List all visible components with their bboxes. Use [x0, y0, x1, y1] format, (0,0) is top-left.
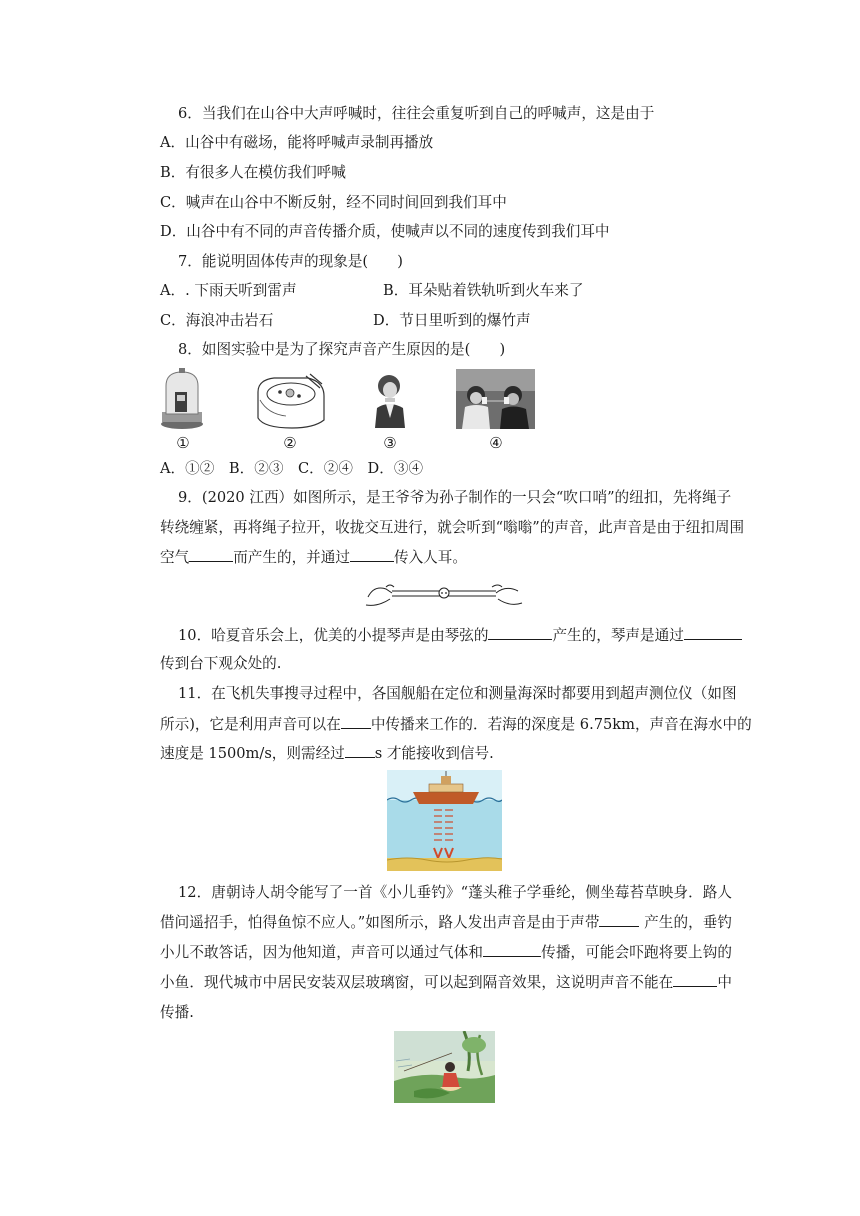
- q11-line3-a: 速度是 1500m/s，则需经过: [160, 745, 345, 762]
- q8-options: A．①② B．②③ C．②④ D．③④: [160, 460, 424, 477]
- q6-option-a: A．山谷中有磁场，能将呼喊声录制再播放: [160, 134, 434, 151]
- q12-paragraph: [160, 878, 732, 1028]
- q12-line4-b: 中传: [160, 974, 732, 1021]
- q12-line5: 播.: [174, 1004, 194, 1021]
- q12-line3-a: 钓小儿不敢答话，因为他知道，声音可以通过气体和: [160, 914, 732, 961]
- q6-option-c: C．喊声在山谷中不断反射，经不同时间回到我们耳中: [160, 194, 507, 211]
- bell-jar-figure: [157, 368, 207, 430]
- q11-line2-a: 所示)，它是利用声音可以在: [160, 716, 341, 733]
- q7-option-b: B．耳朵贴着铁轨听到火车来了: [383, 282, 584, 299]
- q9-line3-c: 传入人耳。: [393, 549, 467, 566]
- fishing-child-painting: [394, 1031, 495, 1103]
- q12-line3-b: 传播，可能会吓跑将要上钩的: [541, 944, 732, 961]
- q8-stem: 8．如图实验中是为了探究声音产生原因的是( ): [178, 341, 506, 358]
- q11-blank-2[interactable]: [345, 743, 375, 758]
- q9-blank-2[interactable]: [350, 547, 394, 562]
- q12-blank-1[interactable]: [599, 912, 639, 927]
- button-whistle-figure: [364, 575, 524, 611]
- caption-3: ③: [383, 434, 397, 452]
- q11-line2: [160, 714, 752, 735]
- q9-blank-1[interactable]: [189, 547, 233, 562]
- q12-line2-a: 借问遥招手，怕得鱼惊不应人。”如图所示，路人发出声音是由于声带: [160, 914, 600, 931]
- q12-line2-b: 产生的，垂: [644, 914, 718, 931]
- q10-b: 产生的，琴声是通过: [552, 627, 684, 644]
- ship-sonar-figure: [387, 770, 502, 871]
- q12-blank-2[interactable]: [483, 942, 541, 957]
- q9-line3-b: 而产生的，并通过: [233, 549, 350, 566]
- q11-line3-b: s 才能接收到信号.: [374, 745, 494, 762]
- caption-4: ④: [489, 434, 503, 452]
- q9-line1: 9．(2020 江西）如图所示，是王爷爷为孙子制作的一只会“吹口哨”的纽扣，先将绳子: [178, 489, 732, 506]
- q11-line1: 11．在飞机失事搜寻过程中，各国舰船在定位和测量海深时都要用到超声测位仪（如图: [178, 685, 737, 702]
- q10-a: 10．哈夏音乐会上，优美的小提琴声是由琴弦的: [178, 627, 489, 644]
- q7-option-d: D．节日里听到的爆竹声: [373, 312, 531, 329]
- caption-2: ②: [283, 434, 297, 452]
- speaking-person-figure: [371, 372, 409, 428]
- q7-option-c: C．海浪冲击岩石: [160, 312, 274, 329]
- q11-line2-b: 中传播来工作的．若海的深度是 6.75km，声音在海水中的: [370, 716, 752, 733]
- q9-line2: 转绕缠紧，再将绳子拉开，收拢交互进行，就会听到“嗡嗡”的声音，此声音是由于纽扣周围: [160, 519, 745, 536]
- q7-option-a: A．. 下雨天听到雷声: [160, 282, 297, 299]
- caption-1: ①: [176, 434, 190, 452]
- q12-line1: 12．唐朝诗人胡令能写了一首《小儿垂钓》“蓬头稚子学垂纶，侧坐莓苔草映身．路人: [178, 884, 732, 901]
- q12-line4-a: 小鱼．现代城市中居民安装双层玻璃窗，可以起到隔音效果，这说明声音不能在: [160, 974, 674, 991]
- q11-line3: [160, 743, 494, 764]
- q12-blank-3[interactable]: [673, 972, 717, 987]
- q10-line2: 传到台下观众处的.: [160, 655, 282, 672]
- q11-blank-1[interactable]: [341, 714, 371, 729]
- q9-line3-a: 空气: [160, 549, 190, 566]
- q6-stem: 6．当我们在山谷中大声呼喊时，往往会重复听到自己的呼喊声，这是由于: [178, 105, 655, 122]
- q10-blank-2[interactable]: [684, 625, 742, 640]
- q6-option-d: D．山谷中有不同的声音传播介质，使喊声以不同的速度传到我们耳中: [160, 223, 610, 240]
- cup-phone-photo: [456, 369, 535, 429]
- drum-figure: [252, 372, 330, 430]
- q9-line3: [160, 547, 467, 568]
- q7-stem: 7．能说明固体传声的现象是( ): [178, 253, 403, 270]
- q6-option-b: B．有很多人在模仿我们呼喊: [160, 164, 346, 181]
- q10-blank-1[interactable]: [488, 625, 552, 640]
- q10-line1: [178, 625, 742, 646]
